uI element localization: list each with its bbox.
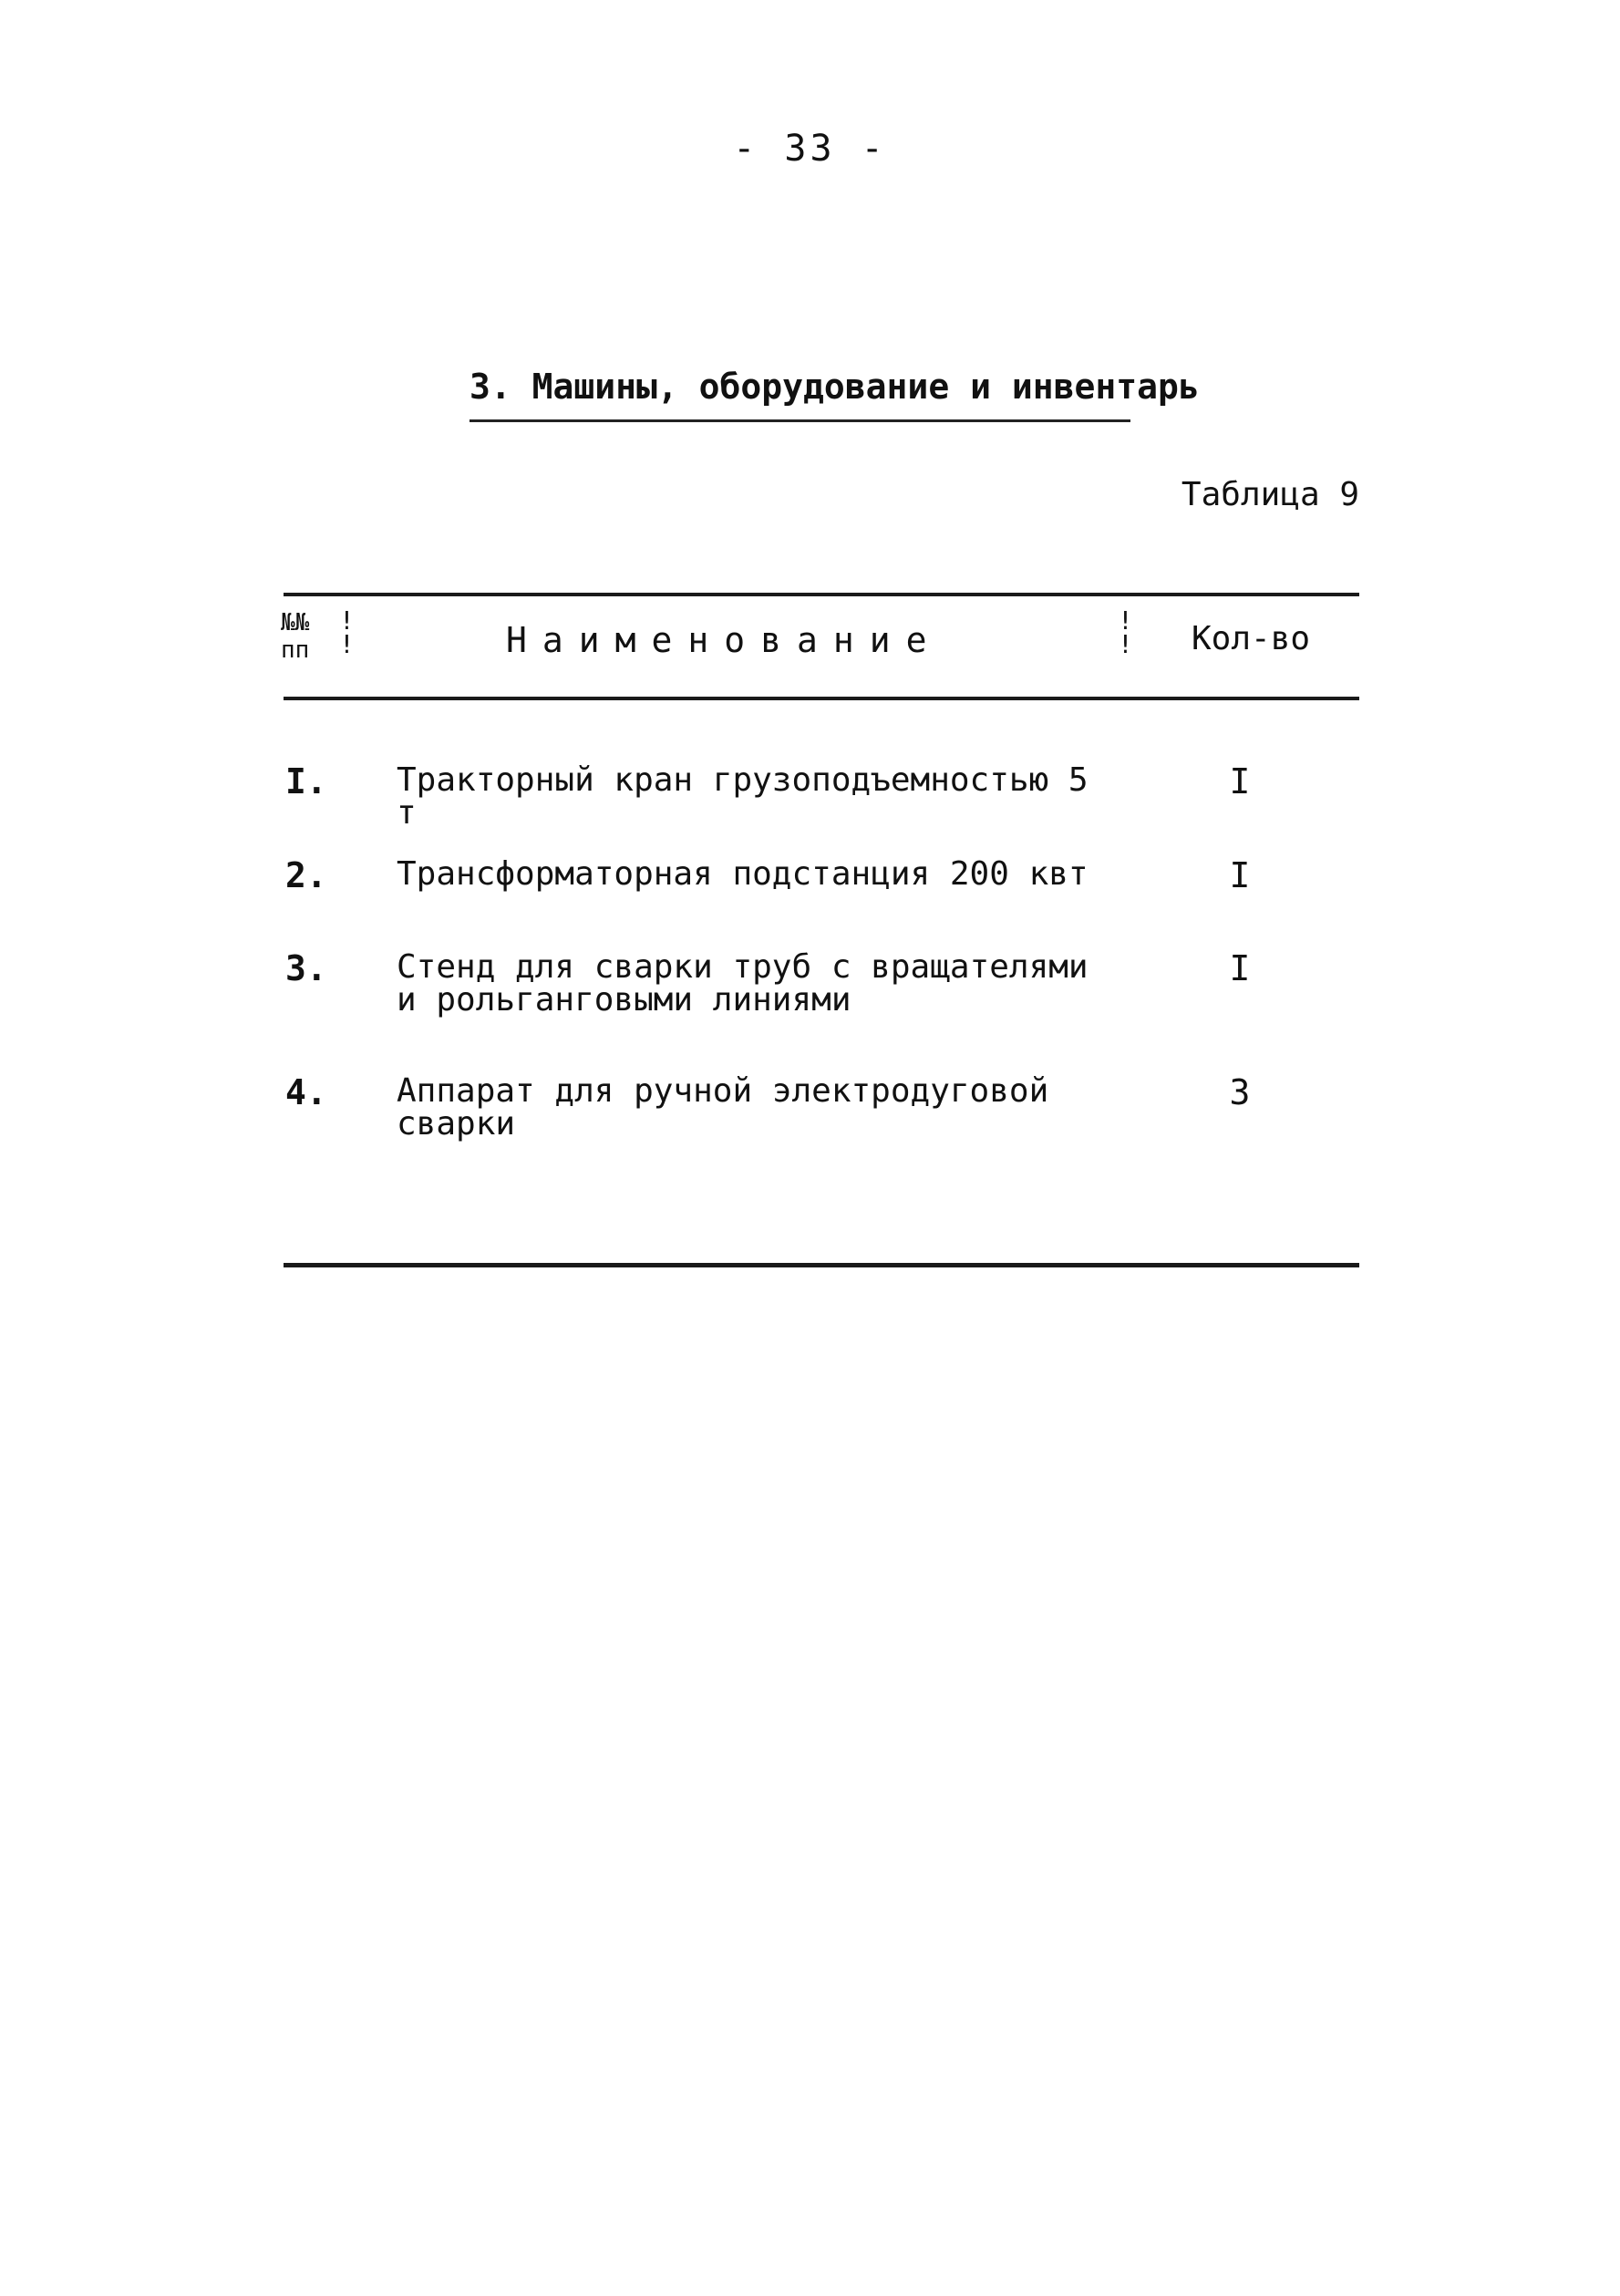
section-title-underline bbox=[469, 419, 1130, 422]
row-name: Тракторный кран грузоподъемностью 5 т bbox=[397, 761, 1089, 832]
row-number: I. bbox=[285, 761, 327, 802]
row-quantity: 3 bbox=[1229, 1072, 1251, 1112]
row-number: 4. bbox=[285, 1072, 327, 1112]
header-separator: ! ! bbox=[339, 605, 355, 659]
header-quantity: Кол-во bbox=[1192, 620, 1311, 657]
header-number-line1: №№ bbox=[281, 609, 310, 636]
header-name: Наименование bbox=[506, 620, 943, 660]
row-name: Трансформаторная подстанция 200 квт bbox=[397, 855, 1089, 893]
section-title: 3. Машины, оборудование и инвентарь bbox=[469, 367, 1200, 407]
row-number: 3. bbox=[285, 948, 327, 988]
page-number: - 33 - bbox=[733, 128, 887, 170]
table-header-rule bbox=[284, 697, 1359, 700]
row-quantity: I bbox=[1229, 948, 1251, 988]
row-quantity: I bbox=[1229, 761, 1251, 802]
table-top-rule bbox=[284, 593, 1359, 596]
table-bottom-rule bbox=[284, 1263, 1359, 1267]
row-number: 2. bbox=[285, 855, 327, 895]
table-label: Таблица 9 bbox=[1181, 476, 1359, 513]
header-number bbox=[281, 609, 309, 664]
row-quantity: I bbox=[1229, 855, 1251, 895]
header-separator: ! ! bbox=[1118, 605, 1133, 659]
header-number-line2: пп bbox=[281, 636, 310, 664]
row-name: Стенд для сварки труб с вращателями и рольганговыми линиями bbox=[397, 948, 1089, 1019]
row-name: Аппарат для ручной электродуговой сварки bbox=[397, 1072, 1049, 1143]
